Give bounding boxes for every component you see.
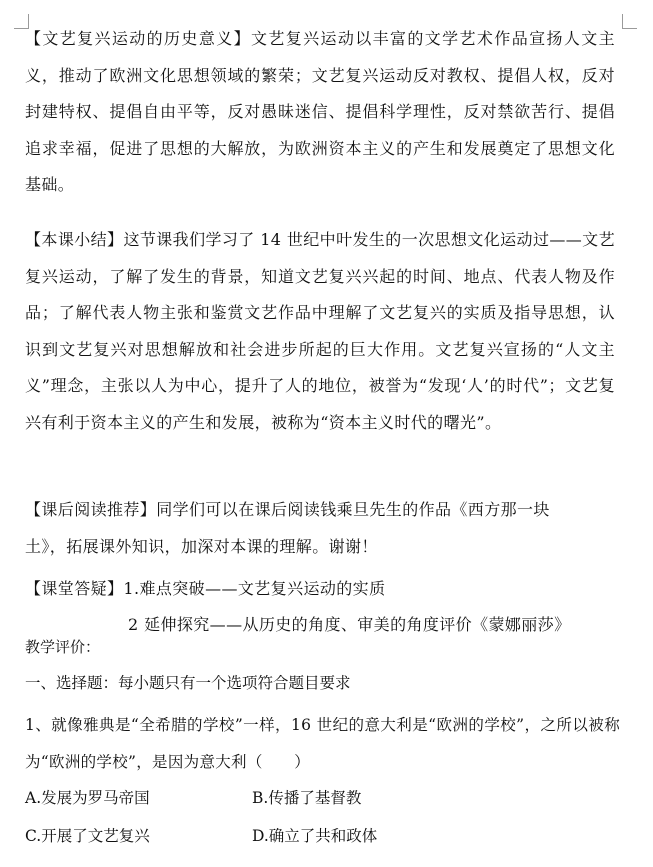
class-questions-item1: 1.难点突破——文艺复兴运动的实质 bbox=[123, 579, 386, 598]
reading-recommendation-paragraph bbox=[25, 492, 615, 565]
multiple-choice-section-heading: 一、选择题：每小题只有一个选项符合题目要求 bbox=[25, 674, 351, 692]
page-corner-mark-right bbox=[622, 14, 637, 29]
question-1-option-a: A.发展为罗马帝国 bbox=[25, 789, 150, 807]
class-questions-label: 【课堂答疑】 bbox=[25, 579, 124, 598]
history-significance-text: 文艺复兴运动以丰富的文学艺术作品宣扬人文主义，推动了欧洲文化思想领域的繁荣；文艺复兴运动反对教权、提倡人权，反对封建特权、提倡自由平等，反对愚昧迷信、提倡科学理性，反对禁欲苦行、提倡追求幸福，促进了思想的大解放，为欧洲资本主义的产生和发展奠定了思想文化基础。 bbox=[25, 29, 616, 194]
lesson-summary-label: 【本课小结】 bbox=[25, 230, 124, 249]
question-1-stem: 1、就像雅典是“全希腊的学校”一样，16 世纪的意大利是“欧洲的学校”，之所以被称为“欧洲的学校”，是因为意大利（ ） bbox=[25, 716, 620, 771]
lesson-summary-paragraph bbox=[25, 222, 615, 441]
question-1-option-d: D.确立了共和政体 bbox=[252, 827, 378, 845]
reading-recommendation-line1: 同学们可以在课后阅读钱乘旦先生的作品《西方那一块 bbox=[156, 500, 550, 519]
lesson-summary-text: 这节课我们学习了 14 世纪中叶发生的一次思想文化运动过——文艺复兴运动，了解了发生的背景，知道文艺复兴兴起的时间、地点、代表人物及作品；了解代表人物主张和鉴赏文艺作品中理解了文艺复兴的实质及指导思想，认识到文艺复兴对思想解放和社会进步所起的巨大作用。文艺复兴宣扬的“人文主义”理念，主张以人为中心，提升了人的地位，被誉为“发现‘人’的时代”；文艺复兴有利于资本主义的产生和发展，被称为“资本主义时代的曙光”。 bbox=[25, 230, 615, 432]
reading-recommendation-label: 【课后阅读推荐】 bbox=[25, 500, 157, 519]
history-significance-label: 【文艺复兴运动的历史意义】 bbox=[25, 29, 251, 48]
history-significance-paragraph bbox=[25, 21, 615, 204]
class-questions-paragraph bbox=[25, 571, 625, 608]
question-1-option-b: B.传播了基督教 bbox=[252, 789, 362, 807]
question-1-option-c: C.开展了文艺复兴 bbox=[25, 827, 150, 845]
teaching-evaluation-title: 教学评价： bbox=[25, 638, 101, 656]
class-questions-item2: 2 延伸探究——从历史的角度、审美的角度评价《蒙娜丽莎》 bbox=[128, 615, 571, 634]
reading-recommendation-line2: 土》，拓展课外知识，加深对本课的理解。谢谢！ bbox=[25, 536, 378, 556]
